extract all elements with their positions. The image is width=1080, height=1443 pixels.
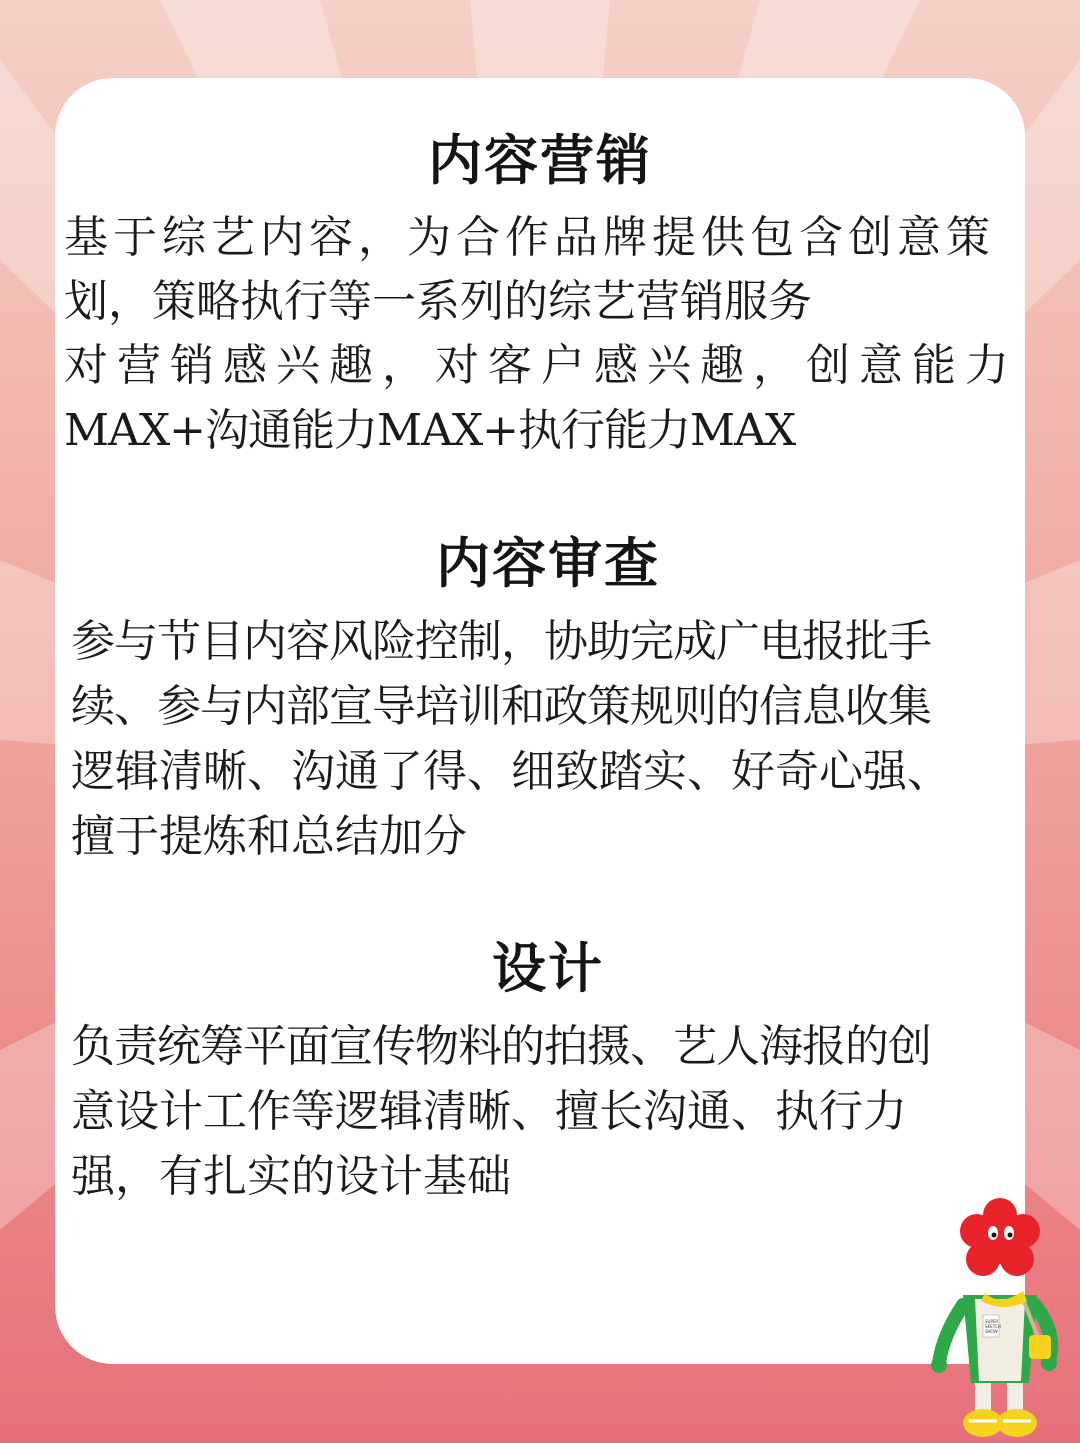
section-title-content-review: 内容审查 <box>436 531 660 595</box>
section-2-line-1: 参与节目内容风险控制，协助完成广电报批手 <box>71 616 931 667</box>
section-1-line-1: 基于综艺内容，为合作品牌提供包含创意策 <box>64 212 995 263</box>
content-card <box>55 78 1025 1364</box>
section-2-line-3: 逻辑清晰、沟通了得、细致踏实、好奇心强、 <box>71 746 951 797</box>
section-2-line-4: 擅于提炼和总结加分 <box>71 811 467 862</box>
section-title-design: 设计 <box>492 936 604 1000</box>
section-2-line-2: 续、参与内部宣导培训和政策规则的信息收集 <box>71 681 931 732</box>
section-3-line-3: 强，有扎实的设计基础 <box>71 1151 511 1202</box>
section-1-line-4: MAX+沟通能力MAX+执行能力MAX <box>64 405 796 456</box>
section-1-line-3: 对营销感兴趣，对客户感兴趣，创意能力 <box>64 340 1018 391</box>
section-3-line-1: 负责统筹平面宣传物料的拍摄、艺人海报的创 <box>71 1021 931 1072</box>
svg-text:SKETCH: SKETCH <box>985 1324 1001 1329</box>
svg-text:SHOW: SHOW <box>985 1329 998 1334</box>
section-3-line-2: 意设计工作等逻辑清晰、擅长沟通、执行力 <box>71 1086 907 1137</box>
section-title-content-marketing: 内容营销 <box>428 128 652 192</box>
flower-head-mascot-icon <box>925 1195 1075 1443</box>
svg-text:SUPER: SUPER <box>985 1319 999 1324</box>
section-1-line-2: 划，策略执行等一系列的综艺营销服务 <box>64 276 812 327</box>
